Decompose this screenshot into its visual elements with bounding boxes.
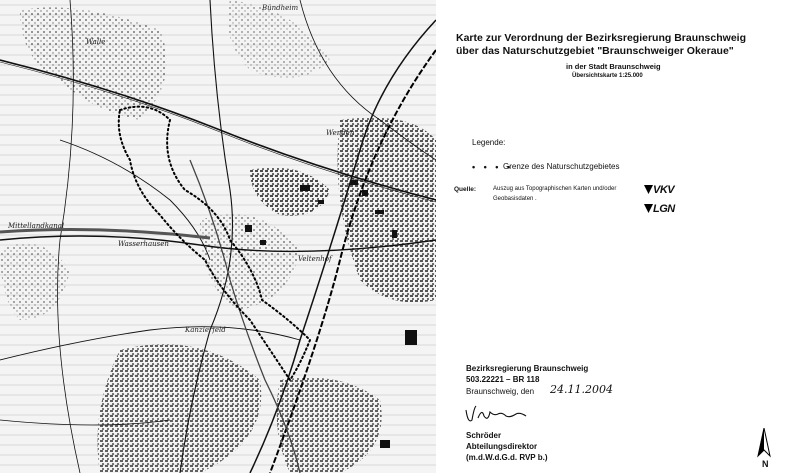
map-subtitle: in der Stadt Braunschweig <box>566 62 661 71</box>
source-label: Quelle: <box>454 186 477 193</box>
north-label: N <box>762 459 769 469</box>
map-label-walle: Walle <box>86 38 106 46</box>
handwritten-date: 24.11.2004 <box>550 383 613 396</box>
map-label-kanzlerfeld: Kanzlerfeld <box>185 326 226 334</box>
map-label-wenden: Wenden <box>326 129 355 137</box>
map-label-buendheim: Bündheim <box>262 4 299 12</box>
signature <box>462 402 532 431</box>
signer-title: Abteilungsdirektor <box>466 442 538 451</box>
map-label-wasserhausen: Wasserhausen <box>118 240 169 248</box>
lgn-logo <box>644 203 675 215</box>
signer-name: Schröder <box>466 431 502 440</box>
lgn-logo-text: LGN <box>653 203 675 215</box>
map-title-line1: Karte zur Verordnung der Bezirksregierung Braunschweig <box>456 32 746 44</box>
lgn-logo-icon <box>644 204 653 213</box>
place-date-label: Braunschweig, den <box>466 387 535 396</box>
signer-note: (m.d.W.d.G.d. RVP b.) <box>466 453 548 462</box>
legend-heading: Legende: <box>472 138 506 147</box>
map-scale: Übersichtskarte 1:25.000 <box>572 73 643 79</box>
legend-boundary-label: Grenze des Naturschutzgebietes <box>503 162 620 171</box>
source-line2: Geobasisdaten . <box>493 196 537 202</box>
file-reference: 503.22221 – BR 118 <box>466 375 540 384</box>
vkv-logo-text: VKV <box>653 184 675 196</box>
vkv-logo-icon <box>644 185 653 194</box>
legend-dots-symbol: • • • • <box>472 162 514 172</box>
map-info-panel <box>436 0 800 473</box>
vkv-logo <box>644 184 674 196</box>
map-title-line2: über das Naturschutzgebiet "Braunschweiger Okeraue" <box>456 45 734 57</box>
source-line1: Auszug aus Topographischen Karten und/oder <box>493 186 617 192</box>
signature-scribble <box>462 402 532 426</box>
map-label-mittellandkanal: Mittellandkanal <box>8 222 65 230</box>
north-arrow-icon <box>757 428 771 463</box>
authority-name: Bezirksregierung Braunschweig <box>466 364 589 373</box>
map-label-veltenhof: Veltenhof <box>298 255 332 263</box>
